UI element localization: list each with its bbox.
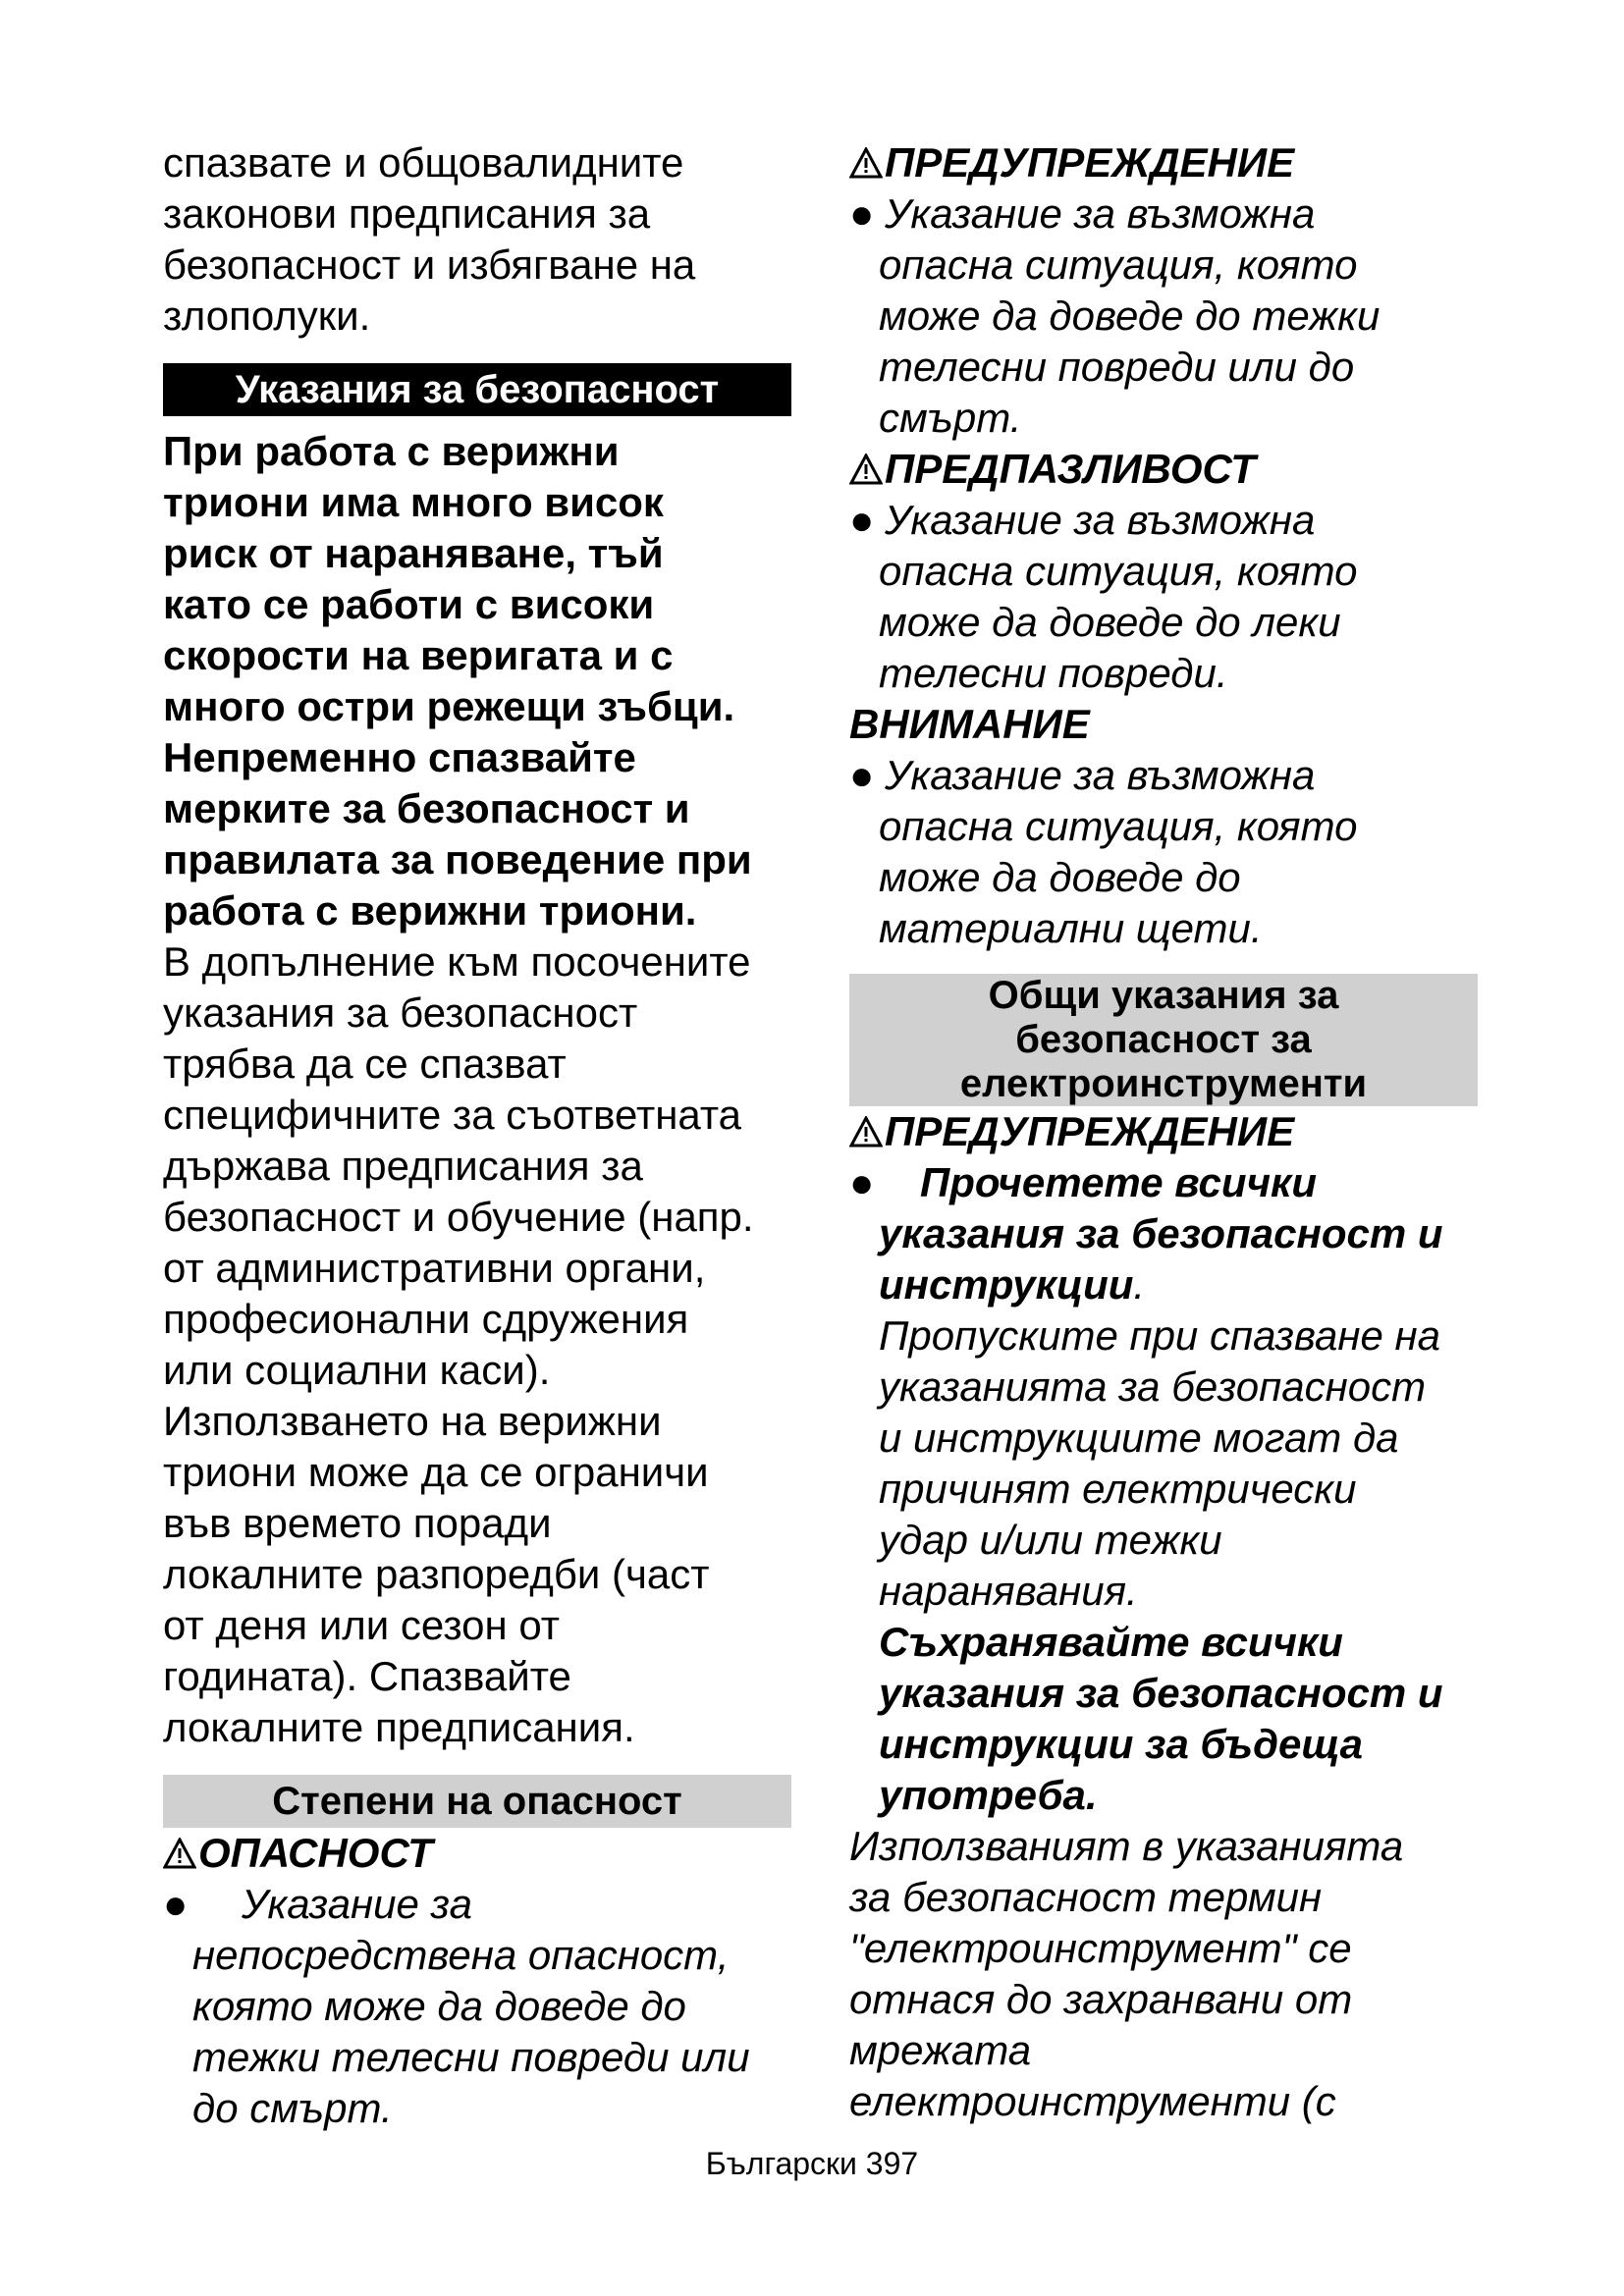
text-line: указания за безопасност и: [879, 1210, 1443, 1256]
text-line: телесни повреди.: [879, 650, 1228, 696]
caution-bullet: [849, 495, 1478, 546]
text-line: Съхранявайте всички: [879, 1619, 1343, 1665]
text-line: професионални сдружения: [163, 1296, 689, 1342]
text-line: безопасност и избягване на: [163, 241, 696, 288]
text-line: работа с верижни триони.: [163, 887, 697, 934]
danger-bullet: [163, 1879, 791, 1930]
bold-warning-paragraph: [163, 426, 791, 936]
text-line: и инструкциите могат да: [879, 1415, 1399, 1461]
text-line: правилата за поведение при: [163, 836, 752, 882]
text-line: във времето поради: [163, 1500, 552, 1546]
warning-title: [849, 137, 1478, 188]
bullet-icon: ●: [849, 752, 875, 798]
text-line: Използваният в указанията: [849, 1823, 1404, 1869]
text-line: злополуки.: [163, 293, 371, 339]
page-footer: [0, 2146, 1624, 2182]
text-line: локалните разпоредби (част: [163, 1551, 710, 1597]
text-line: В допълнение към посочените: [163, 938, 751, 985]
regulations-paragraph: [163, 936, 791, 1753]
read-instructions-first-line: Прочетете всички: [920, 1159, 1318, 1205]
danger-title-text: ОПАСНОСТ: [198, 1830, 433, 1876]
text-line: материални щети.: [879, 905, 1263, 951]
text-line: може да доведе до: [879, 854, 1241, 900]
danger-levels-heading: Степени на опасност: [163, 1775, 791, 1828]
text-line: опасна ситуация, която: [879, 241, 1358, 288]
warning-title-text: ПРЕДУПРЕЖДЕНИЕ: [885, 1108, 1295, 1154]
text-line: триони има много висок: [163, 479, 664, 525]
warning-triangle-icon: [163, 1838, 196, 1869]
text-line: електроинструменти (с: [849, 2078, 1336, 2124]
text-line: употреба.: [879, 1772, 1098, 1818]
warning-first-line: Указание за възможна: [885, 190, 1316, 237]
warning-bullet: [849, 188, 1478, 240]
heading-line: Общи указания за: [988, 974, 1339, 1017]
text-line: която може да доведе до: [192, 1983, 686, 2029]
text-line: като се работи с високи: [163, 581, 655, 627]
punctuation: .: [1133, 1261, 1146, 1308]
bold-text: инструкции: [879, 1261, 1134, 1308]
text-line: локалните предписания.: [163, 1704, 635, 1750]
text-line: мрежата: [849, 2027, 1032, 2073]
text-line: Непременно спазвайте: [163, 734, 636, 780]
text-line: Използването на верижни: [163, 1398, 662, 1444]
text-line: телесни повреди или до: [879, 344, 1355, 390]
text-line: опасна ситуация, която: [879, 803, 1358, 849]
text-line: непосредствена опасност,: [192, 1932, 730, 1978]
caution-title-text: ПРЕДПАЗЛИВОСТ: [885, 446, 1256, 492]
danger-title: [163, 1828, 791, 1879]
notice-bullet: [849, 750, 1478, 801]
text-line: трябва да се спазват: [163, 1041, 567, 1087]
text-line: триони може да се ограничи: [163, 1449, 709, 1495]
text-line: указанията за безопасност: [879, 1363, 1427, 1410]
text-line: за безопасност термин: [849, 1874, 1323, 1920]
text-line: "електроинструмент" се: [849, 1925, 1352, 1971]
text-line: смърт.: [879, 395, 1022, 441]
notice-first-line: Указание за възможна: [885, 752, 1316, 798]
danger-first-line: Указание за: [242, 1881, 472, 1927]
text-line: удар и/или тежки: [879, 1517, 1222, 1563]
text-line: тежки телесни повреди или: [192, 2034, 750, 2080]
bullet-icon: ●: [849, 497, 875, 543]
warning-triangle-icon: [849, 147, 883, 179]
text-line: може да доведе до тежки: [879, 293, 1380, 339]
warning-title-text: ПРЕДУПРЕЖДЕНИЕ: [885, 139, 1295, 186]
caution-first-line: Указание за възможна: [885, 497, 1316, 543]
page-number: 397: [865, 2146, 919, 2181]
text-line: безопасност и обучение (напр.: [163, 1194, 754, 1240]
bullet-icon: ●: [849, 190, 875, 237]
left-column: [163, 137, 791, 2134]
text-line: до смърт.: [192, 2085, 393, 2131]
text-line: много остри режещи зъбци.: [163, 683, 735, 729]
text-line: указания за безопасност и: [879, 1670, 1443, 1716]
safety-instructions-heading: Указания за безопасност: [163, 363, 791, 416]
text-line: специфичните за съответната: [163, 1092, 741, 1138]
footer-language: Български: [705, 2146, 857, 2181]
bullet-icon: ●: [849, 1159, 875, 1205]
text-line: причинят електрически: [879, 1466, 1357, 1512]
general-safety-heading: [849, 974, 1478, 1106]
text-line: инструкции за бъдеща: [879, 1721, 1364, 1767]
read-instructions-bullet: [849, 1157, 1478, 1208]
warning-triangle-icon: [849, 454, 883, 485]
warning-title-2: [849, 1106, 1478, 1157]
text-line: указания за безопасност: [163, 989, 638, 1036]
intro-paragraph: [163, 137, 791, 342]
text-line: При работа с верижни: [163, 428, 620, 474]
text-line: риск от нараняване, тъй: [163, 530, 664, 576]
text-line: спазвате и общовалидните: [163, 139, 684, 186]
bullet-icon: ●: [163, 1881, 189, 1927]
text-line: скорости на веригата и с: [163, 632, 674, 678]
notice-title: ВНИМАНИЕ: [849, 701, 1090, 747]
text-line: мерките за безопасност и: [163, 785, 690, 831]
right-column: [849, 137, 1478, 2127]
heading-line: безопасност за: [1015, 1018, 1312, 1061]
warning-triangle-icon: [849, 1116, 883, 1148]
text-line: отнася до захранвани от: [849, 1976, 1353, 2022]
text-line: наранявания.: [879, 1568, 1138, 1614]
text-line: годината). Спазвайте: [163, 1653, 571, 1699]
text-line: може да доведе до леки: [879, 599, 1341, 645]
text-line: от деня или сезон от: [163, 1602, 561, 1648]
text-line: [849, 1259, 1478, 1310]
text-line: законови предписания за: [163, 190, 651, 237]
text-line: опасна ситуация, която: [879, 548, 1358, 594]
text-line: от административни органи,: [163, 1245, 706, 1291]
caution-title: [849, 444, 1478, 495]
heading-line: електроинструменти: [959, 1062, 1368, 1105]
text-line: държава предписания за: [163, 1143, 643, 1189]
text-line: Пропуските при спазване на: [879, 1312, 1441, 1359]
text-line: или социални каси).: [163, 1347, 551, 1393]
